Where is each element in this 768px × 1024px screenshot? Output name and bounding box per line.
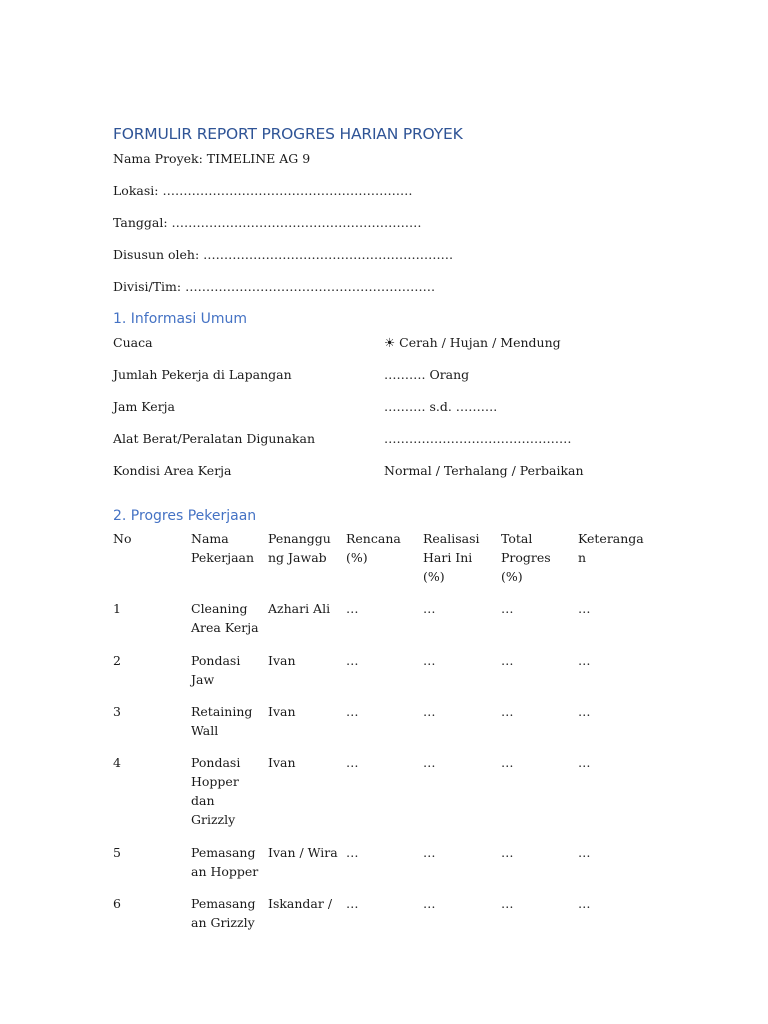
table-cell: …: [578, 653, 591, 668]
table-cell: …: [501, 755, 514, 770]
table-header-cell: Realisasi Hari Ini (%): [423, 531, 480, 584]
info-value: Normal / Terhalang / Perbaikan: [384, 463, 584, 478]
table-cell: 1: [113, 601, 121, 616]
table-cell: Ivan: [268, 755, 296, 770]
table-cell: …: [501, 845, 514, 860]
table-cell: 5: [113, 845, 121, 860]
info-value: ………. s.d. ……….: [384, 399, 498, 414]
info-label: Jam Kerja: [113, 399, 175, 414]
table-cell: 6: [113, 896, 121, 911]
table-cell: …: [578, 704, 591, 719]
info-label: Alat Berat/Peralatan Digunakan: [113, 431, 315, 446]
table-cell: …: [578, 755, 591, 770]
document-title: FORMULIR REPORT PROGRES HARIAN PROYEK: [113, 125, 463, 143]
info-label: Jumlah Pekerja di Lapangan: [113, 367, 292, 382]
table-header-cell: Rencana (%): [346, 531, 401, 565]
info-value: ………. Orang: [384, 367, 470, 382]
table-cell: Pondasi Hopper dan Grizzly: [191, 755, 241, 827]
table-cell: …: [501, 704, 514, 719]
table-cell: Pemasangan Grizzly: [191, 896, 256, 930]
table-cell: Iskandar /: [268, 896, 333, 911]
table-header-cell: Penanggung Jawab: [268, 531, 331, 565]
table-cell: Azhari Ali: [268, 601, 331, 616]
field-lokasi: Lokasi: ……………………………………………………: [113, 183, 413, 198]
table-cell: …: [346, 601, 359, 616]
table-cell: …: [423, 755, 436, 770]
table-cell: Pemasangan Hopper: [191, 845, 259, 879]
table-cell: 2: [113, 653, 121, 668]
table-cell: …: [501, 653, 514, 668]
table-cell: …: [423, 601, 436, 616]
table-header-cell: Total Progres (%): [501, 531, 551, 584]
field-tanggal: Tanggal: ……………………………………………………: [113, 215, 422, 230]
table-cell: Pondasi Jaw: [191, 653, 241, 687]
table-cell: …: [501, 896, 514, 911]
table-header-cell: Keterangan: [578, 531, 644, 565]
table-cell: …: [578, 601, 591, 616]
field-disusun-oleh: Disusun oleh: ……………………………………………………: [113, 247, 454, 262]
field-nama-proyek: Nama Proyek: TIMELINE AG 9: [113, 151, 311, 166]
table-cell: …: [346, 845, 359, 860]
field-divisi-tim: Divisi/Tim: ……………………………………………………: [113, 279, 436, 294]
section2-heading: 2. Progres Pekerjaan: [113, 508, 257, 524]
table-cell: 4: [113, 755, 121, 770]
table-cell: …: [346, 896, 359, 911]
table-cell: 3: [113, 704, 121, 719]
table-cell: …: [423, 845, 436, 860]
table-cell: …: [578, 845, 591, 860]
table-cell: …: [423, 653, 436, 668]
section1-heading: 1. Informasi Umum: [113, 311, 248, 327]
table-header-cell: No: [113, 531, 132, 546]
table-cell: Retaining Wall: [191, 704, 253, 738]
table-cell: Cleaning Area Kerja: [191, 601, 259, 635]
table-cell: …: [423, 896, 436, 911]
table-cell: Ivan: [268, 704, 296, 719]
table-cell: …: [423, 704, 436, 719]
table-cell: …: [501, 601, 514, 616]
table-header-cell: Nama Pekerjaan: [191, 531, 255, 565]
table-cell: Ivan / Wira: [268, 845, 338, 860]
info-value: ………………………………………: [384, 431, 572, 446]
table-cell: …: [346, 755, 359, 770]
table-cell: Ivan: [268, 653, 296, 668]
info-label: Cuaca: [113, 335, 153, 350]
table-cell: …: [346, 704, 359, 719]
table-cell: …: [346, 653, 359, 668]
info-label: Kondisi Area Kerja: [113, 463, 232, 478]
info-value: ☀ Cerah / Hujan / Mendung: [384, 335, 561, 350]
table-cell: …: [578, 896, 591, 911]
